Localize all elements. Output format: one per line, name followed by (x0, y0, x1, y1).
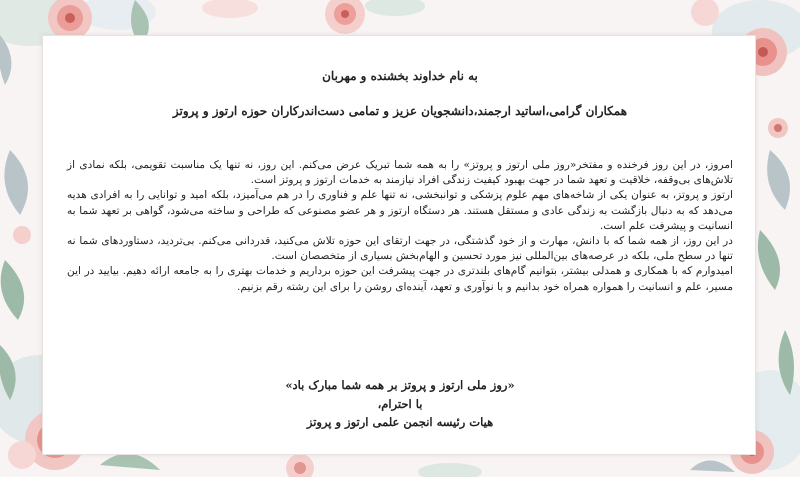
letter-content (67, 36, 733, 454)
paragraph-3: در این روز، از همه شما که با دانش، مهارت و از خود گذشتگی، در جهت ارتقای این حوزه تلاش می‌کنید، قدردانی می‌کنم. بی‌تردید، دستاوردهای شما نه تنها در سطح ملی، بلکه در عرصه‌های بین‌المللی نیز مورد تحسین و الهام‌بخش بسیاری از متخصصان است. (67, 235, 733, 263)
letter-card (42, 35, 756, 455)
closing-wish: «روز ملی ارتوز و پروتز بر همه شما مبارک باد» (285, 378, 515, 392)
paragraph-1: امروز، در این روز فرخنده و مفتخر«روز ملی ارتوز و پروتز» را به همه شما تبریک عرض می‌کنم. این روز، نه تنها یک مناسبت تقویمی، بلکه نمادی از تلاش‌های بی‌وقفه، خلاقیت و تعهد شما در جهت بهبود کیفیت زندگی افراد نیازمند به خدمات ارتوز و پروتز است. (67, 159, 733, 187)
flower-top-center (202, 0, 425, 34)
flower-bottom-center (286, 454, 482, 477)
leaves-right (758, 118, 790, 290)
letter-body (67, 158, 733, 295)
paragraph-4: امیدوارم که با همکاری و همدلی بیشتر، بتوانیم گام‌های بلندتری در جهت پیشرفت این حوزه برداریم و خدمات بهتری را به جامعه ارائه دهیم. بیایید در این مسیر، علم و انسانیت را همواره همراه خود بدانیم و با نوآوری و تعهد، آینده‌ای روشن را برای این رشته رقم بزنیم. (67, 265, 733, 293)
bismillah-heading: به نام خداوند بخشنده و مهربان (322, 69, 478, 83)
salutation-heading: همکاران گرامی،اساتید ارجمند،دانشجویان عزیز و تمامی دست‌اندرکاران حوزه ارتوز و پروتز (172, 104, 628, 118)
closing-regards: با احترام، (377, 396, 423, 411)
paragraph-2: ارتوز و پروتز، به عنوان یکی از شاخه‌های مهم علوم پزشکی و توانبخشی، نه تنها علم و فناوری را در هم می‌آمیزد، بلکه امید و توانایی را به افرادی هدیه می‌دهد که به دنبال بازگشت به زندگی عادی و مستقل هستند. هر دستگاه ارتوز و هر عضو مصنوعی که طراحی و ساخته می‌شود، گواهی بر تعهد شما به انسانیت و پیشرفت علم است. (67, 189, 733, 232)
letter-closing (67, 376, 733, 432)
closing-signature: هیات رئیسه انجمن علمی ارتوز و پروتز (306, 415, 494, 429)
leaves-left (1, 150, 31, 320)
